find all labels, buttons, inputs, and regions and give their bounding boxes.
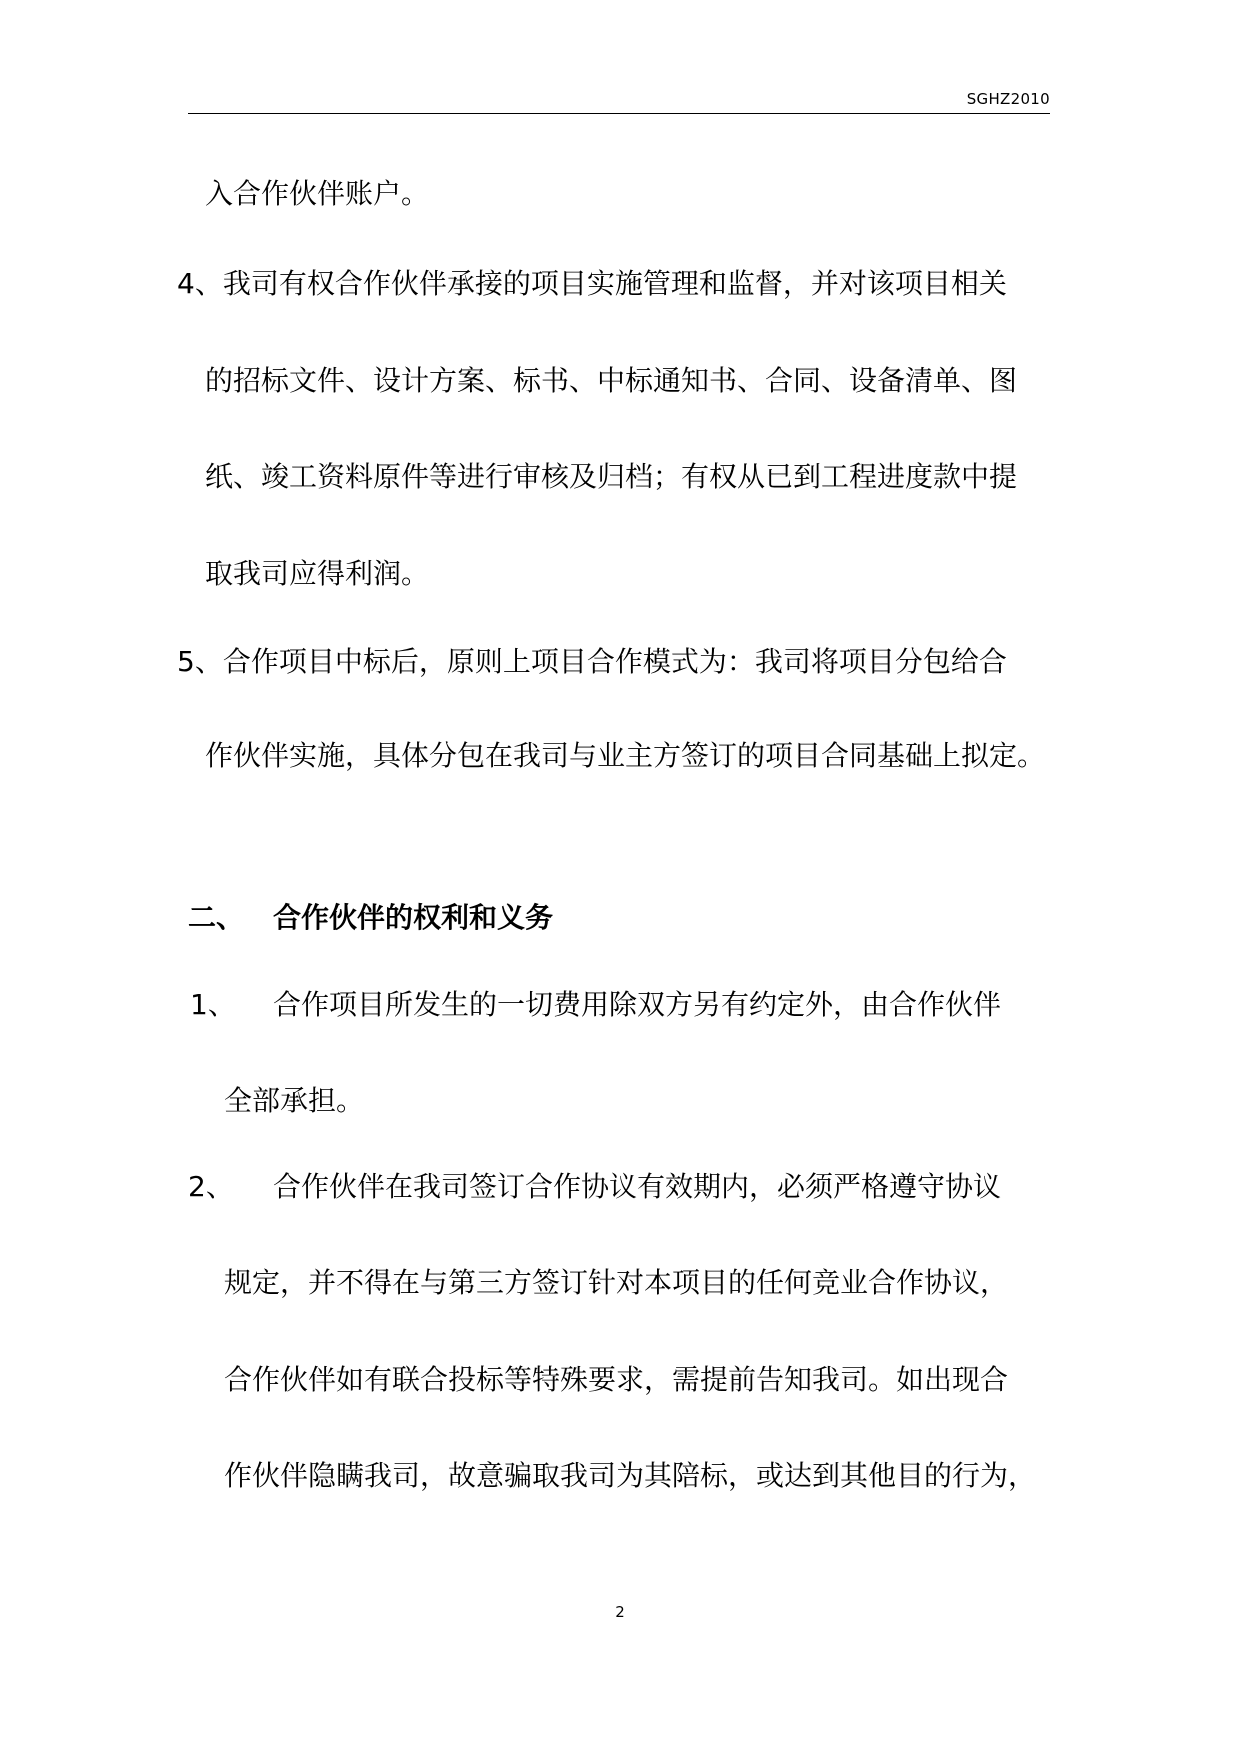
section-2-number: 二、: [188, 901, 245, 934]
section-2-item-2-line-2: 规定，并不得在与第三方签订针对本项目的任何竞业合作协议，: [224, 1266, 1009, 1299]
header-divider: [188, 113, 1050, 114]
section-2-title: 合作伙伴的权利和义务: [273, 901, 554, 934]
section-2-item-2-line-4: 作伙伴隐瞒我司，故意骗取我司为其陪标，或达到其他目的行为，: [224, 1459, 1037, 1492]
document-code: SGHZ2010: [966, 90, 1050, 108]
section-2-item-1-line-1: 合作项目所发生的一切费用除双方另有约定外，由合作伙伴: [273, 988, 1002, 1021]
clause-4-line-3: 纸、竣工资料原件等进行审核及归档；有权从已到工程进度款中提: [205, 460, 1018, 493]
page-number: 2: [615, 1603, 625, 1621]
clause-4-line-2: 的招标文件、设计方案、标书、中标通知书、合同、设备清单、图: [205, 364, 1018, 397]
section-2-item-1-number: 1、: [190, 988, 236, 1021]
continuation-line: 入合作伙伴账户。: [205, 177, 430, 210]
section-2-item-2-line-3: 合作伙伴如有联合投标等特殊要求，需提前告知我司。如出现合: [224, 1363, 1009, 1396]
clause-4-line-4: 取我司应得利润。: [205, 557, 430, 590]
clause-4-line-1: 4、我司有权合作伙伴承接的项目实施管理和监督，并对该项目相关: [177, 267, 1007, 300]
section-2-item-1-line-2: 全部承担。: [224, 1084, 365, 1117]
clause-5-line-2: 作伙伴实施，具体分包在我司与业主方签订的项目合同基础上拟定。: [205, 739, 1046, 772]
section-2-item-2-number: 2、: [188, 1170, 234, 1203]
section-2-item-2-line-1: 合作伙伴在我司签订合作协议有效期内，必须严格遵守协议: [273, 1170, 1002, 1203]
clause-5-line-1: 5、合作项目中标后，原则上项目合作模式为：我司将项目分包给合: [177, 645, 1007, 678]
